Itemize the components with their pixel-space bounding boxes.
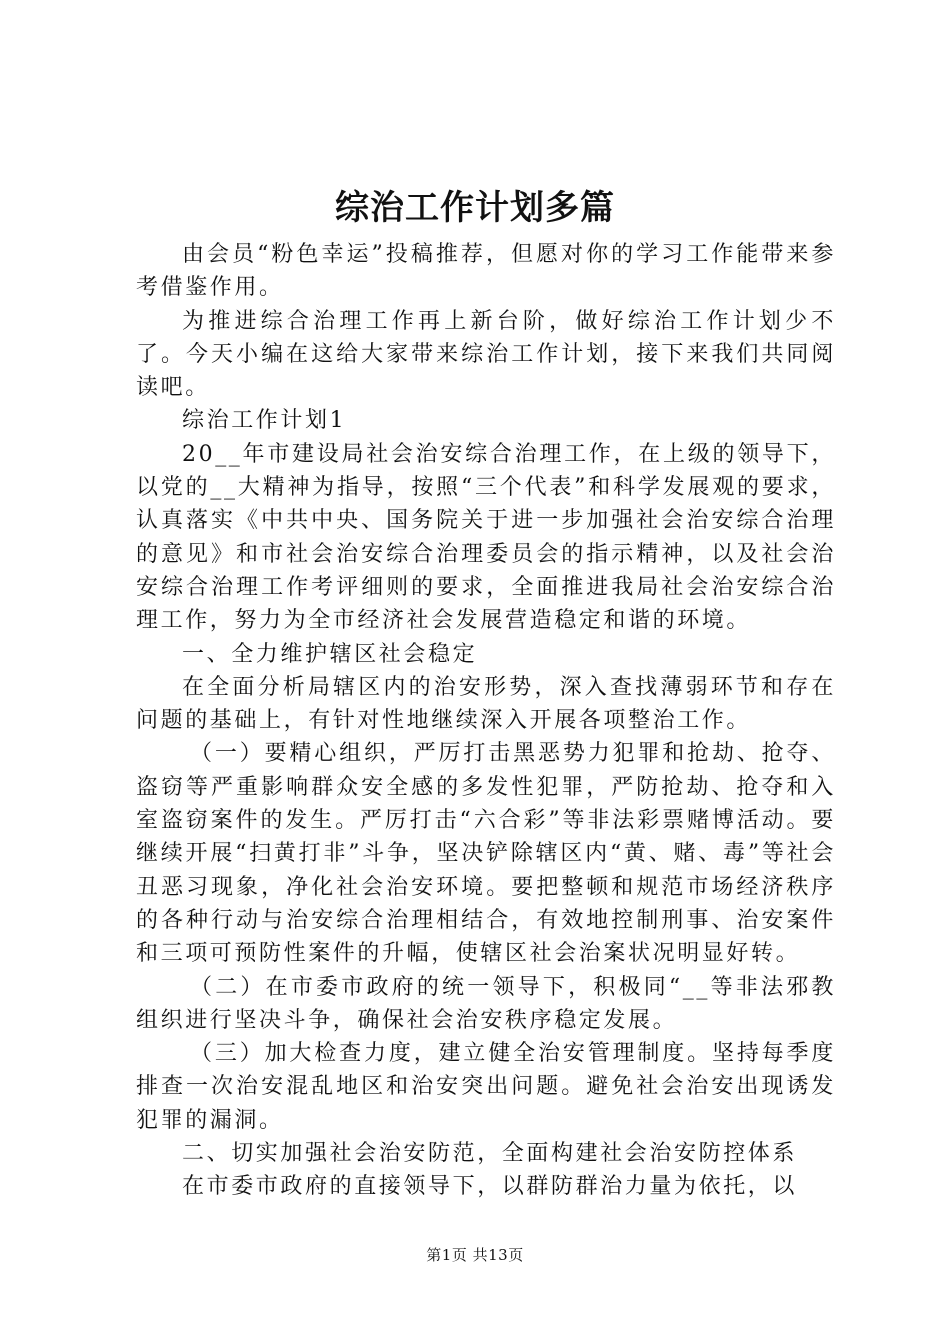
paragraph-plan-1-overview: 20__年市建设局社会治安综合治理工作，在上级的领导下，以党的__大精神为指导，按照“三个代表”和科学发展观的要求，认真落实《中共中央、国务院关于进一步加强社会治安综合治理的意见》和市社会治安综合治理委员会的指示精神，以及社会治安综合治理工作考评细则的要求，全面推进我局社会治安综合治理工作，努力为全市经济社会发展营造稳定和谐的环境。 [136, 441, 836, 634]
page-number-footer: 第1页 共13页 [426, 1246, 524, 1264]
section-heading-plan-1: 综治工作计划1 [182, 408, 347, 434]
paragraph-preface: 为推进综合治理工作再上新台阶，做好综治工作计划少不了。今天小编在这给大家带来综治工作计划，接下来我们共同阅读吧。 [136, 308, 836, 401]
paragraph-item-1: （一）要精心组织，严厉打击黑恶势力犯罪和抢劫、抢夺、盗窃等严重影响群众安全感的多发性犯罪，严防抢劫、抢夺和入室盗窃案件的发生。严厉打击“六合彩”等非法彩票赌博活动。要继续开展“扫黄打非”斗争，坚决铲除辖区内“黄、赌、毒”等社会丑恶习现象，净化社会治安环境。要把整顿和规范市场经济秩序的各种行动与治安综合治理相结合，有效地控制刑事、治安案件和三项可预防性案件的升幅，使辖区社会治案状况明显好转。 [136, 741, 836, 967]
section-heading-prevention: 二、切实加强社会治安防范，全面构建社会治安防控体系 [182, 1141, 798, 1167]
paragraph-item-3: （三）加大检查力度，建立健全治安管理制度。坚持每季度排查一次治安混乱地区和治安突出问题。避免社会治安出现诱发犯罪的漏洞。 [136, 1041, 836, 1133]
paragraph-prevention-start: 在市委市政府的直接领导下，以群防群治力量为依托，以 [182, 1174, 798, 1200]
document-title: 综治工作计划多篇 [335, 188, 615, 228]
paragraph-stability-analysis: 在全面分析局辖区内的治安形势，深入查找薄弱环节和存在问题的基础上，有针对性地继续深入开展各项整治工作。 [136, 674, 836, 734]
paragraph-intro: 由会员“粉色幸运”投稿推荐，但愿对你的学习工作能带来参考借鉴作用。 [136, 242, 836, 301]
section-heading-stability: 一、全力维护辖区社会稳定 [182, 641, 478, 667]
document-body [136, 238, 836, 1204]
paragraph-item-2: （二）在市委市政府的统一领导下，积极同“__等非法邪教组织进行坚决斗争，确保社会治安秩序稳定发展。 [136, 974, 836, 1033]
